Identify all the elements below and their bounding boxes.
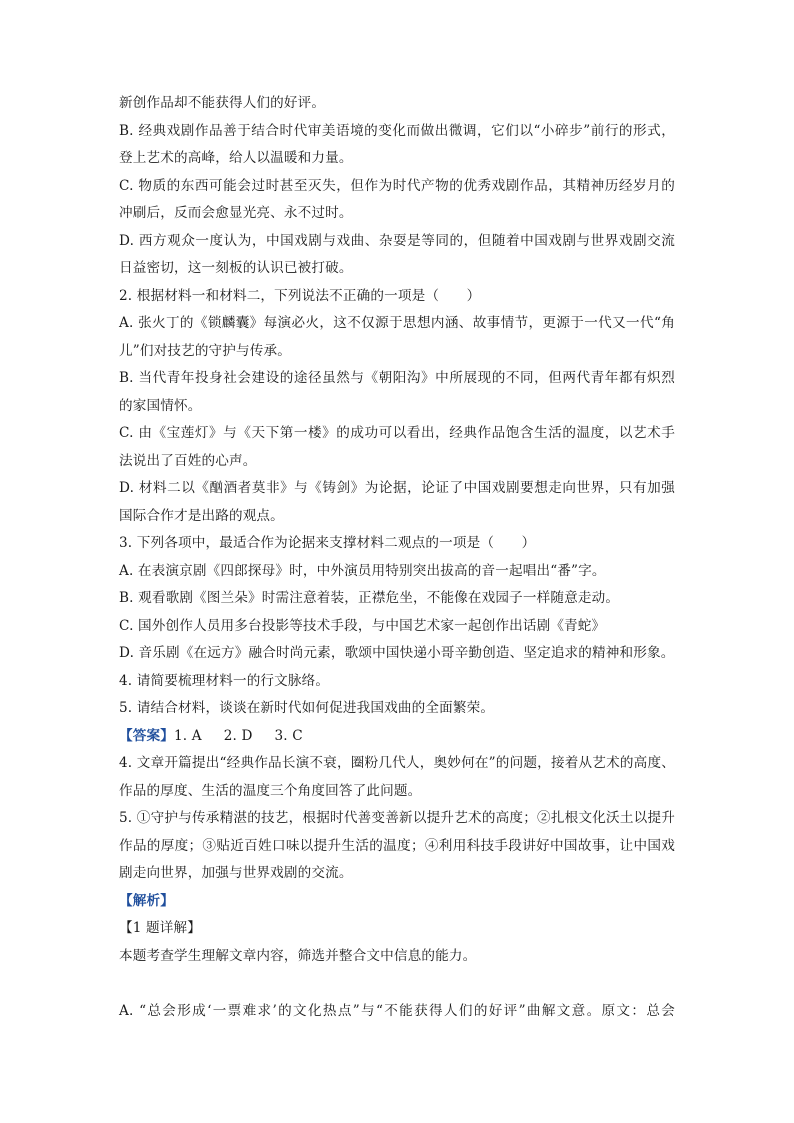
analysis-subheading: 【1 题详解】 <box>119 920 201 936</box>
analysis-intro: 本题考查学生理解文章内容，筛选并整合文中信息的能力。 <box>119 947 477 964</box>
answer-5-line: 5. ①守护与传承精湛的技艺，根据时代善变善新以提升艺术的高度；②扎根文化沃土以提升 <box>119 810 675 826</box>
question-3: 3. 下列各项中，最适合作为论据来支撑材料二观点的一项是（ ） <box>119 535 536 551</box>
q2-option-d-line: D. 材料二以《酗酒者莫非》与《铸剑》为论据，论证了中国戏剧要想走向世界，只有加强 <box>119 480 675 496</box>
answer-4-line: 4. 文章开篇提出“经典作品长演不衰，圈粉几代人，奥妙何在”的问题，接着从艺术的高度、 <box>119 755 675 771</box>
text-line: 剧走向世界，加强与世界戏剧的交流。 <box>119 865 353 881</box>
text-line: 作品的厚度；③贴近百姓口味以提升生活的温度；④利用科技手段讲好中国故事，让中国戏 <box>119 837 675 854</box>
text-line: 登上艺术的高峰，给人以温暖和力量。 <box>119 150 353 166</box>
analysis-tag: 【解析】 <box>119 892 174 909</box>
q2-option-a-line: A. 张火丁的《锁麟囊》每演必火，这不仅源于思想内涵、故事情节，更源于一代又一代“角 <box>119 315 675 331</box>
q2-option-b-line: B. 当代青年投身社会建设的途径虽然与《朝阳沟》中所展现的不同，但两代青年都有炽烈 <box>119 370 675 386</box>
text-line: 法说出了百姓的心声。 <box>119 452 257 469</box>
blank-gap <box>119 970 675 998</box>
q2-option-c-line: C. 由《宝莲灯》与《天下第一楼》的成功可以看出，经典作品饱含生活的温度，以艺术手 <box>119 425 675 441</box>
option-c-line: C. 物质的东西可能会过时甚至灭失，但作为时代产物的优秀戏剧作品，其精神历经岁月的 <box>119 177 675 194</box>
text-line: 新创作品却不能获得人们的好评。 <box>119 95 326 111</box>
analysis-line <box>119 888 675 916</box>
question-5: 5. 请结合材料，谈谈在新时代如何促进我国戏曲的全面繁荣。 <box>119 700 495 716</box>
text-line: 国际合作才是出路的观点。 <box>119 507 284 524</box>
answer-tag: 【答案】 <box>119 727 174 744</box>
answer-line <box>119 723 675 751</box>
text-line: 的家国情怀。 <box>119 397 202 414</box>
answer-3: 3. C <box>274 727 303 744</box>
q3-option-c: C. 国外创作人员用多台投影等技术手段，与中国艺术家一起创作出话剧《青蛇》 <box>119 617 606 634</box>
q3-option-d: D. 音乐剧《在远方》融合时尚元素，歌颂中国快递小哥辛勤创造、坚定追求的精神和形象。 <box>119 645 675 661</box>
option-b-line: B. 经典戏剧作品善于结合时代审美语境的变化而做出微调，它们以“小碎步”前行的形式， <box>119 122 675 139</box>
text-line: 日益密切，这一刻板的认识已被打破。 <box>119 260 353 276</box>
document-page <box>119 90 675 1025</box>
text-line: 作品的厚度、生活的温度三个角度回答了此问题。 <box>119 782 422 799</box>
text-line: 冲刷后，反而会愈显光亮、永不过时。 <box>119 205 353 221</box>
analysis-option-a: A. “总会形成‘一票难求’的文化热点”与“不能获得人们的好评”曲解文意。原文：总会 <box>119 1002 675 1019</box>
question-2: 2. 根据材料一和材料二，下列说法不正确的一项是（ ） <box>119 287 481 304</box>
text-line: 儿”们对技艺的守护与传承。 <box>119 342 292 359</box>
q3-option-a: A. 在表演京剧《四郎探母》时，中外演员用特别突出拔高的音一起唱出“番”字。 <box>119 562 606 579</box>
question-4: 4. 请简要梳理材料一的行文脉络。 <box>119 672 330 689</box>
option-d-line: D. 西方观众一度认为，中国戏剧与戏曲、杂耍是等同的，但随着中国戏剧与世界戏剧交流 <box>119 232 675 249</box>
q3-option-b: B. 观看歌剧《图兰朵》时需注意着装，正襟危坐，不能像在戏园子一样随意走动。 <box>119 590 620 606</box>
answer-2: 2. D <box>223 727 253 744</box>
answer-1: 1. A <box>173 727 202 744</box>
